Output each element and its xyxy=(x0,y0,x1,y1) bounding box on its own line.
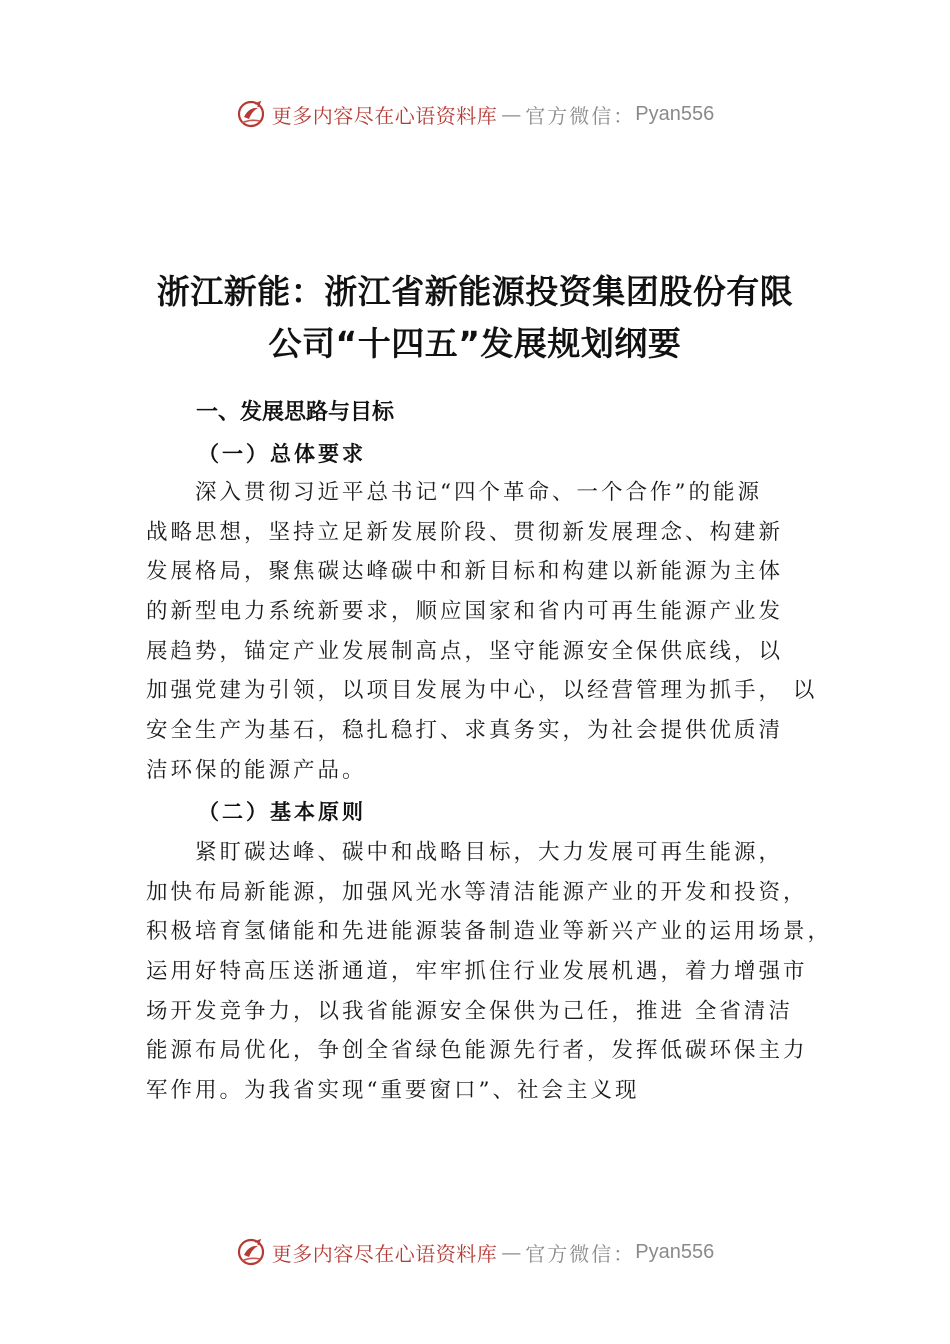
paragraph-line: 能源布局优化，争创全省绿色能源先行者，发挥低碳环保主力 xyxy=(146,1038,808,1064)
paragraph-line: 紧盯碳达峰、碳中和战略目标，大力发展可再生能源， xyxy=(146,840,784,865)
document-title-line-1: 浙江新能：浙江省新能源投资集团股份有限 xyxy=(156,272,794,311)
paragraph-line: 军作用。为我省实现“重要窗口”、社会主义现 xyxy=(146,1078,640,1104)
document-title-line-2: 公司“十四五”发展规划纲要 xyxy=(268,324,682,363)
banner-separator: — xyxy=(501,102,522,126)
paragraph-line: 展趋势，锚定产业发展制高点，坚守能源安全保供底线，以 xyxy=(146,638,784,664)
header-watermark-banner xyxy=(0,96,950,132)
subsection-heading-basic-principles: （二）基本原则 xyxy=(198,799,366,824)
paragraph-line: 安全生产为基石，稳扎稳打、求真务实，为社会提供优质清 xyxy=(146,718,784,744)
paragraph-line: 场开发竞争力，以我省能源安全保供为己任，推进 全省清洁 xyxy=(146,998,793,1024)
banner-account-label: 官方微信： xyxy=(525,1241,636,1266)
banner-promo-text: 更多内容尽在心语资料库 xyxy=(271,1241,498,1266)
footer-watermark-banner xyxy=(0,1234,950,1270)
paragraph-line: 深入贯彻习近平总书记“四个革命、一个合作”的能源 xyxy=(146,480,762,505)
swirl-quill-logo-icon xyxy=(236,1237,266,1267)
paragraph-line: 的新型电力系统新要求，顺应国家和省内可再生能源产业发 xyxy=(146,599,784,625)
paragraph-line: 洁环保的能源产品。 xyxy=(146,757,367,783)
section-heading: 一、发展思路与目标 xyxy=(196,400,395,425)
paragraph-line: 加强党建为引领，以项目发展为中心，以经营管理为抓手， 以 xyxy=(146,678,818,704)
paragraph-line: 发展格局，聚焦碳达峰碳中和新目标和构建以新能源为主体 xyxy=(146,559,784,585)
subsection-heading-general-requirements: （一）总体要求 xyxy=(198,441,366,466)
paragraph-basic-principles xyxy=(146,833,866,1111)
paragraph-line: 运用好特高压送浙通道，牢牢抓住行业发展机遇，着力增强市 xyxy=(146,959,808,985)
paragraph-line: 战略思想，坚持立足新发展阶段、贯彻新发展理念、构建新 xyxy=(146,519,784,545)
banner-account-id: Pyan556 xyxy=(635,1240,715,1263)
banner-account-label: 官方微信： xyxy=(525,103,636,128)
paragraph-general-requirements xyxy=(146,473,866,791)
banner-separator: — xyxy=(501,1240,522,1264)
banner-account-id: Pyan556 xyxy=(635,102,715,125)
paragraph-line: 加快布局新能源，加强风光水等清洁能源产业的开发和投资， xyxy=(146,879,808,905)
banner-promo-text: 更多内容尽在心语资料库 xyxy=(271,103,498,128)
swirl-quill-logo-icon xyxy=(236,99,266,129)
paragraph-line: 积极培育氢储能和先进能源装备制造业等新兴产业的运用场景， xyxy=(146,919,833,945)
